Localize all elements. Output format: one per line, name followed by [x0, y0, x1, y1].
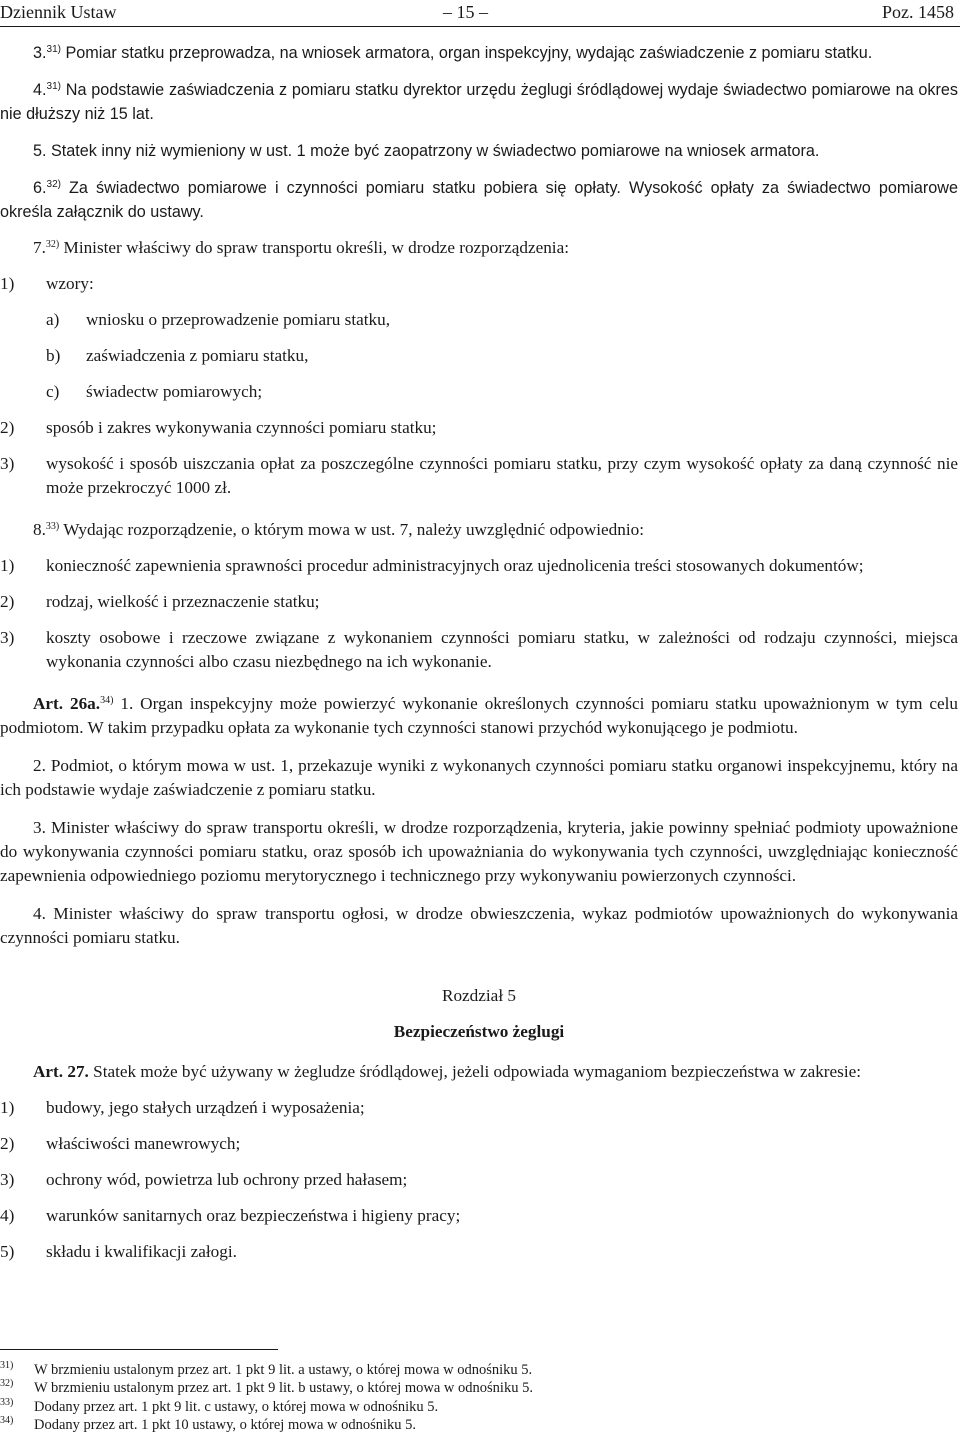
- chapter-number: Rozdział 5: [442, 986, 516, 1005]
- list-item: 3) koszty osobowe i rzeczowe związane z wykonaniem czynności pomiaru statku, w zależności od rodzaju czynności, miejsca wykonania czynności albo czasu niezbędnego na ich wykonanie.: [0, 628, 958, 671]
- journal-title: Dziennik Ustaw: [0, 2, 117, 22]
- paragraph-8: 8.$^{33)}$ Wydając rozporządzenie, o którym mowa w ust. 7, należy uwzględnić odpowiednio:: [33, 520, 644, 539]
- position-number: Poz. 1458: [882, 2, 954, 22]
- document-body: [0, 41, 958, 1264]
- footnote-ref: 34): [100, 695, 114, 706]
- list-item: 2) rodzaj, wielkość i przeznaczenie statku;: [0, 592, 320, 611]
- footnote-divider: [0, 1349, 278, 1350]
- article-26a-paragraph-4: 4. Minister właściwy do spraw transportu ogłosi, w drodze obwieszczenia, wykaz podmiotów upoważnionych do wykonywania czynności pomiaru statku.: [0, 904, 958, 947]
- footnote-mark: 34): [0, 1414, 14, 1426]
- list-item: 4) warunków sanitarnych oraz bezpieczeństwa i higieny pracy;: [0, 1206, 461, 1225]
- paragraph-4: 4.$^{31)}$ Na podstawie zaświadczenia z pomiaru statku dyrektor urzędu żeglugi śródlądowej wydaje świadectwo pomiarowe na okres nie dłuższy niż 15 lat.: [0, 81, 958, 123]
- list-item: 2) właściwości manewrowych;: [0, 1134, 241, 1153]
- footnote-mark: 31): [0, 1360, 14, 1371]
- footnote-mark: 33): [0, 1396, 14, 1408]
- article-27: Art. 27. Statek może być używany w żegludze śródlądowej, jeżeli odpowiada wymaganiom bezpieczeństwa w zakresie:: [33, 1062, 862, 1081]
- article-26a-paragraph-3: 3. Minister właściwy do spraw transportu określi, w drodze rozporządzenia, kryteria, jakie powinny spełniać podmioty upoważnione do wykonywania czynności pomiaru statku, oraz sposób ich upoważniania do wykonywania tych czynności, uwzględniając konieczność zapewnienia odpowiedniego poziomu merytorycznego i technicznego przy wykonywaniu powierzonych czynności.: [0, 818, 958, 885]
- paragraph-5: 5. Statek inny niż wymieniony w ust. 1 może być zaopatrzony w świadectwo pomiarowe na wniosek armatora.: [33, 142, 820, 160]
- article-26a: Art. 26a.$^{34)}$ 1. Organ inspekcyjny może powierzyć wykonanie określonych czynności pomiaru statku upoważnionym w tym celu podmiotom. W takim przypadku opłata za wykonanie tych czynności stanowi przychód wykonującego je podmiotu.: [0, 694, 959, 737]
- paragraph-3: 3.$^{31)}$ Pomiar statku przeprowadza, na wniosek armatora, organ inspekcyjny, wydając zaświadczenie z pomiaru statku.: [33, 44, 873, 62]
- list-item: 1) wzory:: [0, 274, 94, 293]
- footnote: 32) W brzmieniu ustalonym przez art. 1 pkt 9 lit. b ustawy, o której mowa w odnośniku 5.: [0, 1379, 958, 1397]
- footnote-ref: 31): [46, 44, 61, 55]
- list-item: 3) ochrony wód, powietrza lub ochrony przed hałasem;: [0, 1170, 408, 1189]
- list-item: 5) składu i kwalifikacji załogi.: [0, 1242, 237, 1261]
- article-label: Art. 27.: [33, 1062, 89, 1081]
- paragraph-7: 7.$^{32)}$ Minister właściwy do spraw transportu określi, w drodze rozporządzenia:: [33, 238, 569, 257]
- footnote-mark: 32): [0, 1378, 14, 1390]
- footnote: 34) Dodany przez art. 1 pkt 10 ustawy, o której mowa w odnośniku 5.: [0, 1416, 958, 1434]
- footnote-ref: 33): [45, 521, 60, 532]
- article-26a-paragraph-2: 2. Podmiot, o którym mowa w ust. 1, przekazuje wyniki z wykonanych czynności pomiaru statku organowi inspekcyjnemu, który na ich podstawie wydaje zaświadczenie z pomiaru statku.: [0, 756, 958, 799]
- footnote: 31) W brzmieniu ustalonym przez art. 1 pkt 9 lit. a ustawy, o której mowa w odnośniku 5.: [0, 1361, 958, 1379]
- paragraph-6: 6.$^{32)}$ Za świadectwo pomiarowe i czynności pomiaru statku pobiera się opłaty. Wysokość opłaty za świadectwo pomiarowe określa załącznik do ustawy.: [0, 179, 958, 221]
- page-header: [0, 0, 960, 27]
- footnote-ref: 31): [46, 81, 61, 92]
- list-item: 3) wysokość i sposób uiszczania opłat za poszczególne czynności pomiaru statku, przy czym wysokość opłaty za daną czynność nie może przekroczyć 1000 zł.: [0, 454, 958, 497]
- footnotes: [0, 1349, 958, 1434]
- list-item: 1) budowy, jego stałych urządzeń i wyposażenia;: [0, 1098, 365, 1117]
- footnote-ref: 32): [45, 239, 60, 250]
- footnote: 33) Dodany przez art. 1 pkt 9 lit. c ustawy, o której mowa w odnośniku 5.: [0, 1398, 958, 1416]
- page-number: – 15 –: [443, 2, 488, 22]
- footnote-ref: 32): [46, 179, 61, 190]
- list-item: 2) sposób i zakres wykonywania czynności pomiaru statku;: [0, 418, 437, 437]
- list-item: 1) konieczność zapewnienia sprawności procedur administracyjnych oraz ujednolicenia treści stosowanych dokumentów;: [0, 556, 864, 575]
- sub-list-item: a) wniosku o przeprowadzenie pomiaru statku,: [46, 310, 391, 329]
- sub-list-item: c) świadectw pomiarowych;: [46, 382, 263, 401]
- sub-list-item: b) zaświadczenia z pomiaru statku,: [46, 346, 309, 365]
- chapter-title: Bezpieczeństwo żeglugi: [393, 1022, 565, 1041]
- article-label: Art. 26a.: [33, 694, 101, 713]
